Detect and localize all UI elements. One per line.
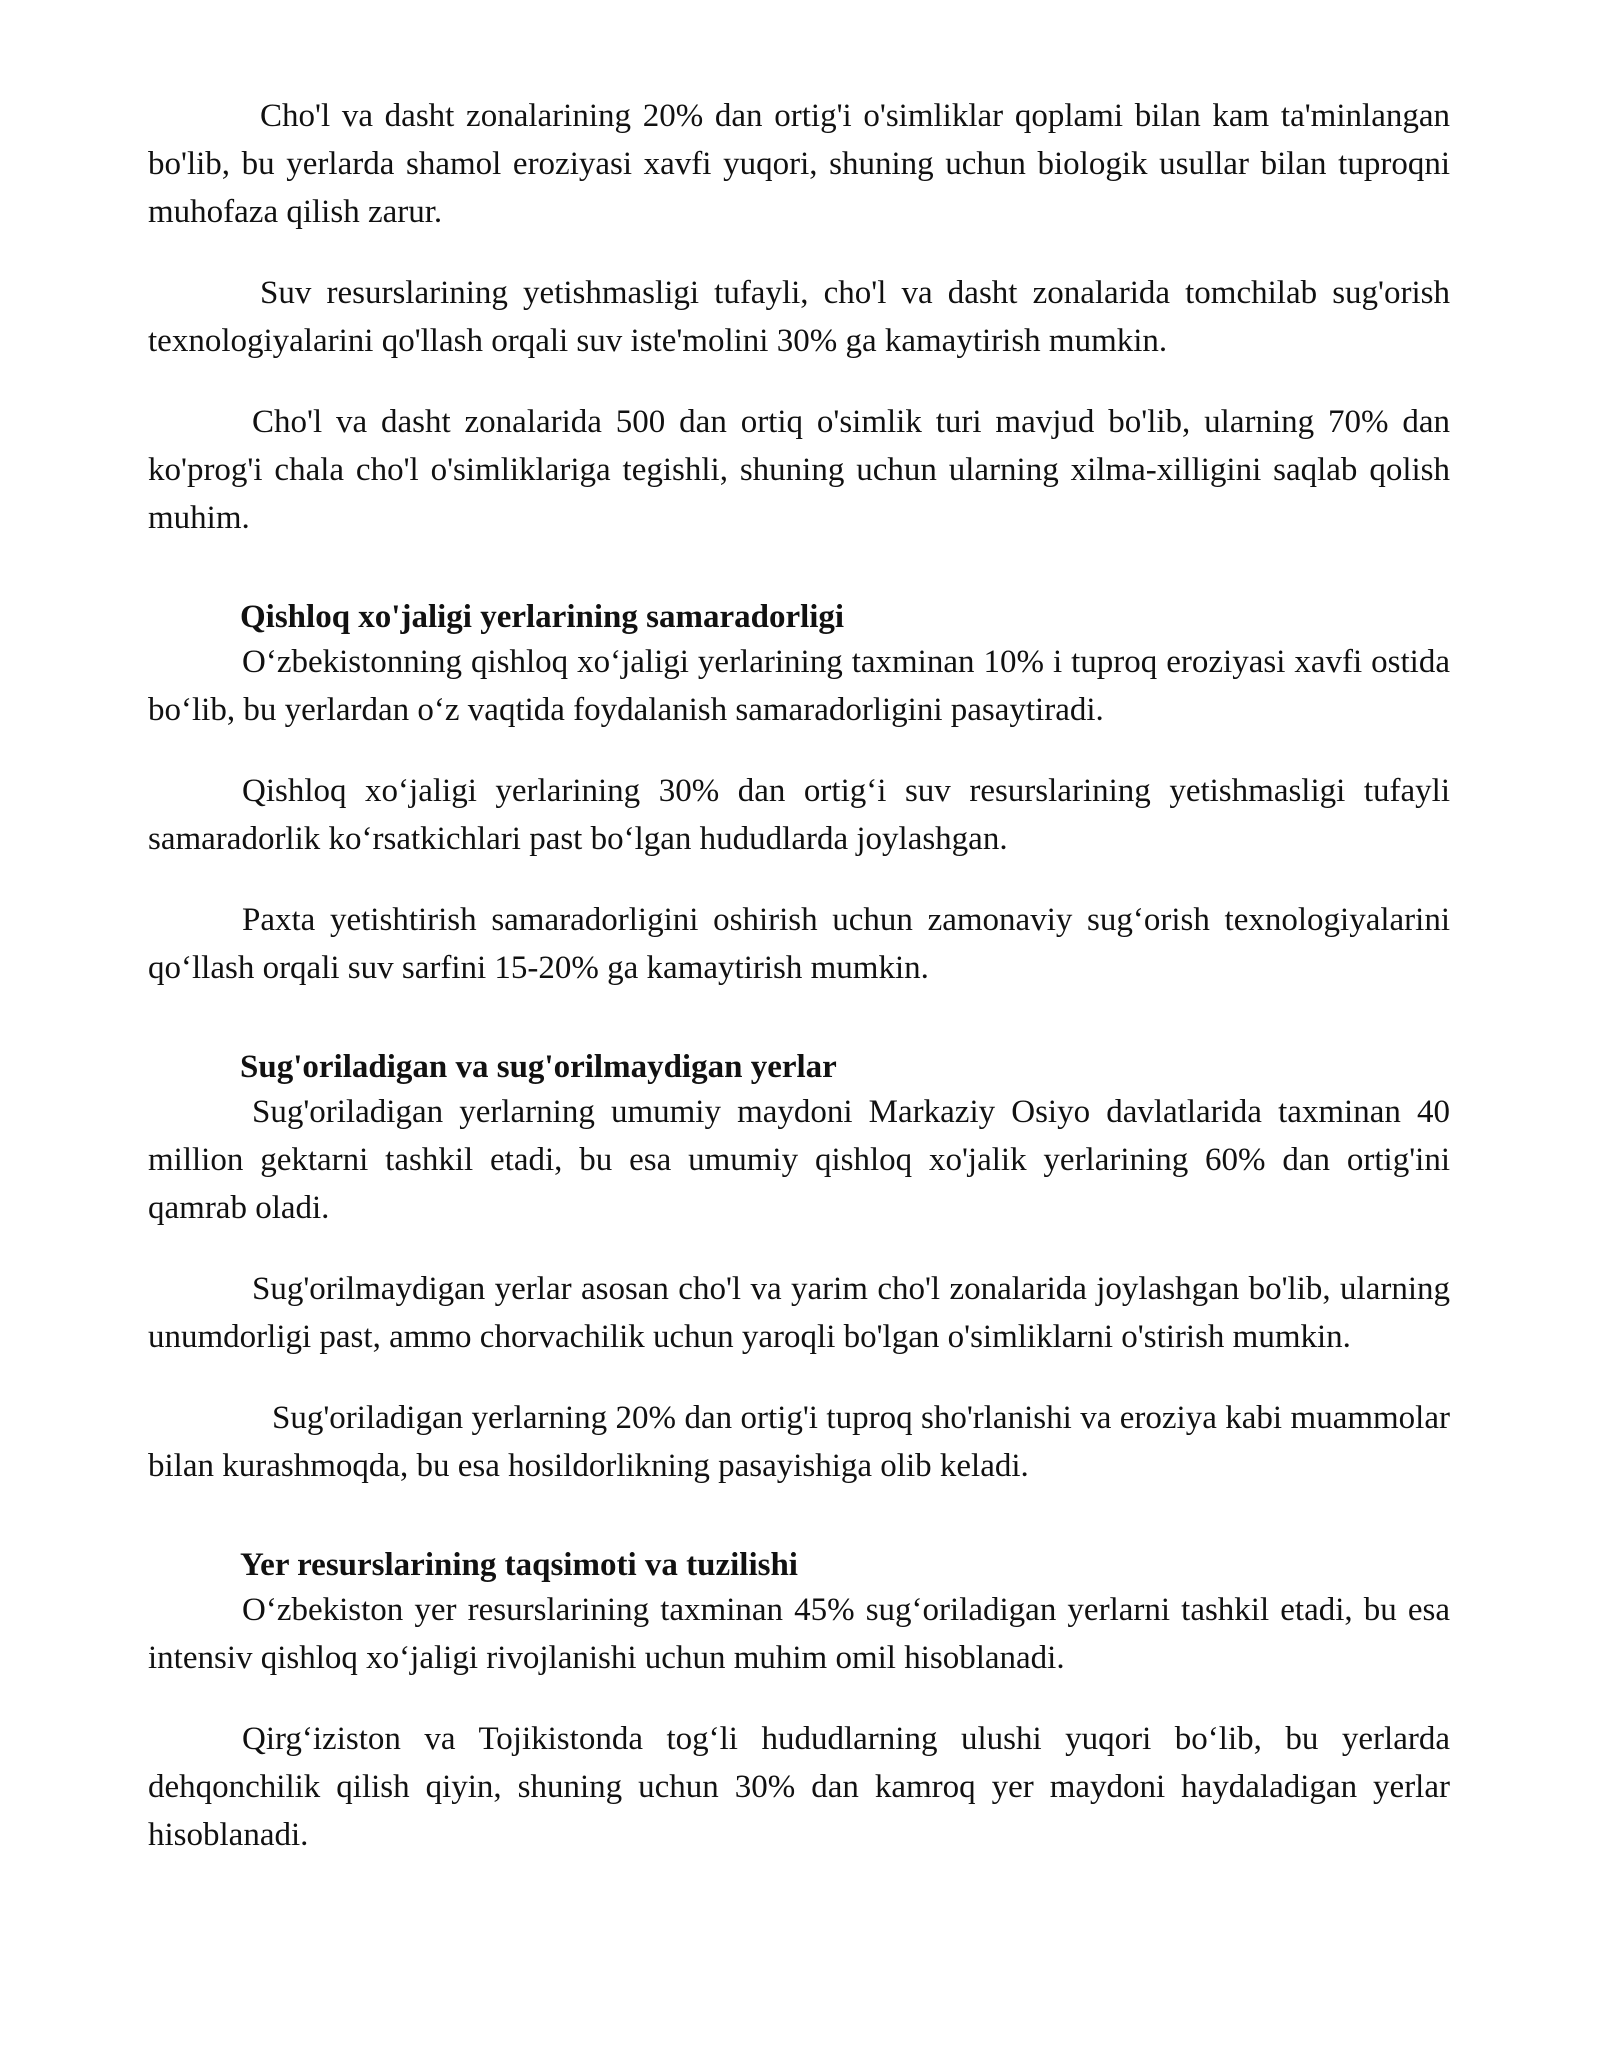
section-heading-irrigated-lands: Sug'oriladigan va sug'orilmaydigan yerlar xyxy=(240,1049,837,1085)
paragraph-non-irrigated-lands: Sug'orilmaydigan yerlar asosan cho'l va yarim cho'l zonalarida joylashgan bo'lib, ularning unumdorligi past, ammo chorvachilik uchun yaroqli bo'lgan o'simliklarni o'stirish mumkin. xyxy=(148,1271,1450,1355)
document-page xyxy=(148,92,1450,1892)
paragraph-irrigated-area: Sug'oriladigan yerlarning umumiy maydoni Markaziy Osiyo davlatlarida taxminan 40 million gektarni tashkil etadi, bu esa umumiy qishloq xo'jalik yerlarining 60% dan ortig'ini qamrab oladi. xyxy=(148,1094,1450,1226)
paragraph-mountain-regions: Qirg‘iziston va Tojikistonda tog‘li hududlarning ulushi yuqori bo‘lib, bu yerlarda dehqonchilik qilish qiyin, shuning uchun 30% dan kamroq yer maydoni haydaladigan yerlar hisoblanadi. xyxy=(148,1721,1450,1853)
paragraph-drip-irrigation: Suv resurslarining yetishmasligi tufayli, cho'l va dasht zonalarida tomchilab sug'orish texnologiyalarini qo'llash orqali suv iste'molini 30% ga kamaytirish mumkin. xyxy=(148,275,1450,359)
paragraph-salinization: Sug'oriladigan yerlarning 20% dan ortig'i tuproq sho'rlanishi va eroziya kabi muammolar bilan kurashmoqda, bu esa hosildorlikning pasayishiga olib keladi. xyxy=(148,1400,1450,1484)
paragraph-erosion-risk: O‘zbekistonning qishloq xo‘jaligi yerlarining taxminan 10% i tuproq eroziyasi xavfi ostida bo‘lib, bu yerlardan o‘z vaqtida foydalanish samaradorligini pasaytiradi. xyxy=(148,644,1450,728)
paragraph-water-shortage: Qishloq xo‘jaligi yerlarining 30% dan ortig‘i suv resurslarining yetishmasligi tufayli samaradorlik ko‘rsatkichlari past bo‘lgan hududlarda joylashgan. xyxy=(148,773,1450,857)
section-heading-agricultural-efficiency: Qishloq xo'jaligi yerlarining samaradorligi xyxy=(240,599,845,635)
paragraph-desert-vegetation: Cho'l va dasht zonalarining 20% dan ortig'i o'simliklar qoplami bilan kam ta'minlangan bo'lib, bu yerlarda shamol eroziyasi xavfi yuqori, shuning uchun biologik usullar bilan tuproqni muhofaza qilish zarur. xyxy=(148,98,1450,230)
paragraph-cotton-irrigation: Paxta yetishtirish samaradorligini oshirish uchun zamonaviy sug‘orish texnologiyalarini qo‘llash orqali suv sarfini 15-20% ga kamaytirish mumkin. xyxy=(148,902,1450,986)
section-heading-land-distribution: Yer resurslarining taqsimoti va tuzilishi xyxy=(240,1547,798,1583)
paragraph-plant-species: Cho'l va dasht zonalarida 500 dan ortiq o'simlik turi mavjud bo'lib, ularning 70% dan ko'prog'i chala cho'l o'simliklariga tegishli, shuning uchun ularning xilma-xilligini saqlab qolish muhim. xyxy=(148,404,1450,536)
paragraph-uzbekistan-land: O‘zbekiston yer resurslarining taxminan 45% sug‘oriladigan yerlarni tashkil etadi, bu esa intensiv qishloq xo‘jaligi rivojlanishi uchun muhim omil hisoblanadi. xyxy=(148,1592,1450,1676)
